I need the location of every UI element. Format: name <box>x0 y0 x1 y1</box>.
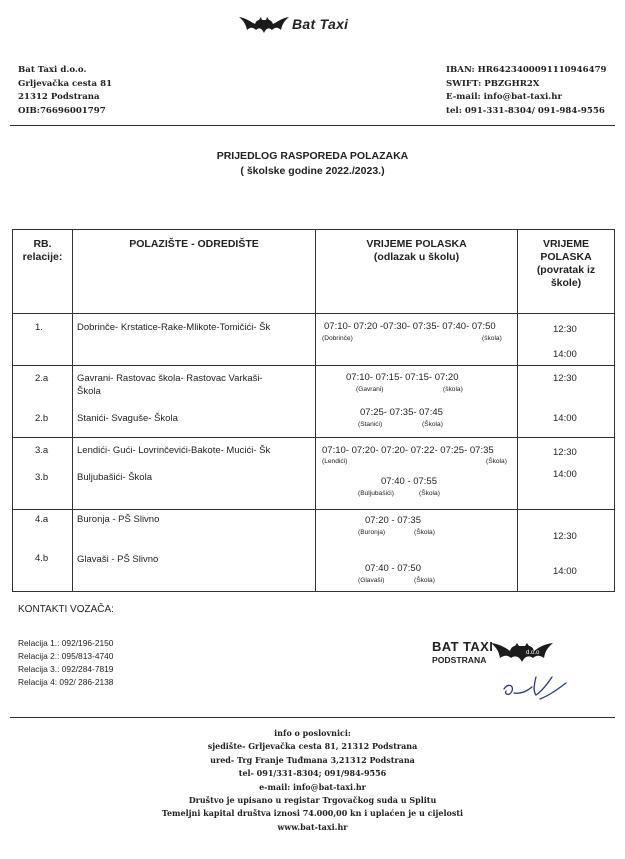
footer-line: ured- Trg Franje Tuđmana 3,21312 Podstrana <box>210 754 415 765</box>
contacts-list <box>18 637 113 689</box>
header-route <box>73 230 316 314</box>
schedule-table <box>12 229 615 592</box>
company-bank-block <box>446 64 607 118</box>
departure-from: (Dobrinče) <box>322 335 353 342</box>
contact-item: Relacija 4: 092/ 286-2138 <box>18 677 114 687</box>
cell-rb <box>13 510 73 592</box>
return-time: 12:30 <box>553 531 577 542</box>
departure-times: 07:10- 07:20 -07:30- 07:35- 07:40- 07:50 <box>324 321 496 332</box>
return-time: 12:30 <box>553 447 577 458</box>
relation-number: 2.a <box>35 373 49 384</box>
departure-to: (Škola) <box>414 577 435 584</box>
return-time: 12:30 <box>553 373 577 384</box>
cell-departure <box>316 438 518 510</box>
route-text: Lendići- Gući- Lovrinčevići-Bakote- Mucići- Šk <box>77 445 271 456</box>
cell-route <box>73 510 316 592</box>
header-departure-line1: VRIJEME POLASKA <box>366 238 467 250</box>
relation-number: 2.b <box>35 413 49 424</box>
footer-line: sjedište- Grljevačka cesta 81, 21312 Podstrana <box>207 741 418 752</box>
footer-line: e-mail: info@bat-taxi.hr <box>259 781 366 792</box>
header-route-label: POLAZIŠTE - ODREDIŠTE <box>129 238 259 250</box>
departure-to: (škola) <box>443 386 463 393</box>
cell-return <box>518 366 615 438</box>
footer-info <box>0 727 625 834</box>
company-swift: SWIFT: PBZGHR2X <box>446 78 540 89</box>
route-text: Dobrinče- Krstatice-Rake-Mlikote-Tomičići- Šk <box>77 322 271 333</box>
contact-item: Relacija 3.: 092/284-7819 <box>18 664 114 674</box>
departure-times: 07:40 - 07:50 <box>365 563 421 574</box>
cell-route <box>73 438 316 510</box>
return-time: 14:00 <box>553 413 577 424</box>
company-logo <box>238 14 368 36</box>
relation-number: 1. <box>35 322 43 333</box>
relation-number: 4.a <box>35 514 49 525</box>
departure-times: 07:25- 07:35- 07:45 <box>360 407 443 418</box>
footer-line: www.bat-taxi.hr <box>277 821 348 832</box>
header-rb <box>13 230 73 314</box>
header-return-line1: VRIJEME <box>542 238 590 250</box>
departure-times: 07:10- 07:20- 07:20- 07:22- 07:25- 07:35 <box>322 445 494 456</box>
cell-departure <box>316 510 518 592</box>
bat-icon <box>238 14 290 34</box>
company-name: Bat Taxi d.o.o. <box>18 65 87 75</box>
return-time: 12:30 <box>553 324 577 335</box>
departure-to: (Škola) <box>422 421 443 428</box>
header-rb-line1: RB. <box>33 238 52 250</box>
departure-to: (Škola) <box>419 490 440 497</box>
stamp-line2: PODSTRANA <box>432 655 487 665</box>
header-return-line3: (povratak iz <box>536 264 596 276</box>
route-text: Stanići- Svaguše- Škola <box>77 413 178 424</box>
company-street: Grljevačka cesta 81 <box>18 78 113 89</box>
header-departure-line2: (odlazak u školu) <box>373 251 460 263</box>
departure-times: 07:10- 07:15- 07:15- 07:20 <box>346 372 459 383</box>
header-return-line2: POLASKA <box>540 251 592 263</box>
cell-rb <box>13 438 73 510</box>
route-text: Glavaši - PŠ Slivno <box>77 554 159 565</box>
departure-from: (Buljubašići) <box>358 490 394 497</box>
cell-return <box>518 314 615 366</box>
table-row <box>13 366 615 438</box>
cell-rb <box>13 366 73 438</box>
cell-route <box>73 314 316 366</box>
route-text: Škola <box>77 386 101 397</box>
departure-times: 07:20 - 07:35 <box>365 515 421 526</box>
document-title: PRIJEDLOG RASPOREDA POLAZAKA <box>216 150 409 162</box>
departure-to: (Škola) <box>414 529 435 536</box>
company-tel: tel: 091-331-8304/ 091-984-9556 <box>446 105 605 116</box>
header-departure <box>316 230 518 314</box>
company-city: 21312 Podstrana <box>18 92 100 102</box>
header-return-line4: škole) <box>550 277 582 289</box>
cell-rb <box>13 314 73 366</box>
contacts-heading: KONTAKTI VOZAČA: <box>18 604 114 615</box>
departure-from: (Glavaši) <box>358 577 385 584</box>
departure-to: (škola) <box>482 335 502 342</box>
route-text: Gavrani- Rastovac škola- Rastovac Varkaši- <box>77 373 263 384</box>
stamp-bat-icon <box>490 639 554 663</box>
departure-times: 07:40 - 07:55 <box>381 476 437 487</box>
cell-return <box>518 438 615 510</box>
table-row <box>13 314 615 366</box>
return-time: 14:00 <box>553 566 577 577</box>
company-address-block <box>18 64 112 118</box>
relation-number: 4.b <box>35 553 49 564</box>
route-text: Buljubašići- Škola <box>77 472 152 483</box>
relation-number: 3.b <box>35 472 49 483</box>
company-email: E-mail: info@bat-taxi.hr <box>446 92 562 102</box>
footer-line: Temeljni kapital društva iznosi 74.000,00 kn i uplaćen je u cijelosti <box>161 808 464 819</box>
route-text: Buronja - PŠ Slivno <box>77 514 160 525</box>
relation-number: 3.a <box>35 445 49 456</box>
table-row <box>13 438 615 510</box>
header-rb-line2: relacije: <box>22 251 63 263</box>
cell-departure <box>316 314 518 366</box>
footer-line: Društvo je upisano u registar Trgovačkog suda u Splitu <box>188 795 437 806</box>
departure-from: (Gavrani) <box>356 386 384 393</box>
cell-route <box>73 366 316 438</box>
table-row <box>13 510 615 592</box>
footer-line: info o poslovnici: <box>274 728 351 738</box>
cell-return <box>518 510 615 592</box>
departure-to: (Škola) <box>486 458 507 465</box>
departure-from: (Stanići) <box>358 421 383 428</box>
departure-from: (Lendići) <box>322 458 348 465</box>
company-iban: IBAN: HR6423400091110946479 <box>446 65 607 75</box>
cell-departure <box>316 366 518 438</box>
contact-item: Relacija 2.: 095/813-4740 <box>18 651 114 661</box>
contact-item: Relacija 1.: 092/196-2150 <box>18 638 114 648</box>
header-return <box>518 230 615 314</box>
stamp-line1: BAT TAXI <box>432 639 494 654</box>
footer-divider <box>10 717 615 718</box>
return-time: 14:00 <box>553 469 577 480</box>
header-divider <box>10 125 615 126</box>
document-subtitle: ( školske godine 2022./2023.) <box>240 165 385 177</box>
logo-text: Bat Taxi <box>292 16 349 32</box>
company-oib: OIB:76696001797 <box>18 105 106 116</box>
signature-icon <box>500 669 570 709</box>
return-time: 14:00 <box>553 349 577 360</box>
company-stamp <box>424 637 564 707</box>
table-header-row <box>13 230 615 314</box>
footer-line: tel- 091/331-8304; 091/984-9556 <box>238 768 387 779</box>
departure-from: (Buronja) <box>358 529 386 536</box>
stamp-badge: d.o.o <box>526 650 540 656</box>
